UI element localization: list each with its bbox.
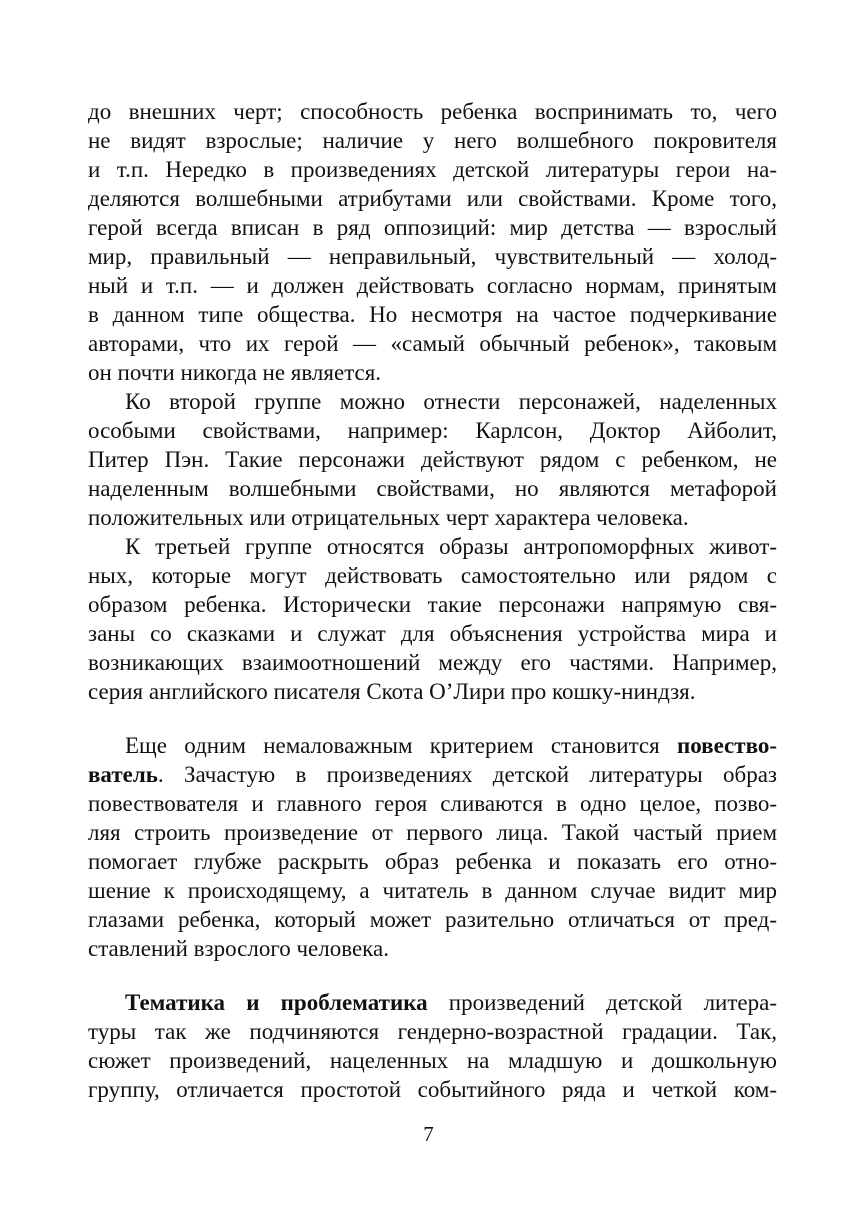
text-line — [88, 1075, 777, 1104]
text-line — [88, 847, 777, 876]
text-segment: . Зачастую в произведениях детской литературы образ — [157, 762, 777, 787]
text-segment: повествователя и главного героя сливаются в одно целое, позво- — [88, 791, 777, 816]
text-line — [88, 416, 777, 445]
text-line — [88, 988, 777, 1017]
text-line — [88, 271, 777, 300]
text-segment: заны со сказками и служат для объяснения устройства мира и — [88, 621, 777, 646]
text-line — [88, 445, 777, 474]
text-line — [88, 97, 777, 126]
text-line — [88, 126, 777, 155]
bold-term: ватель — [88, 762, 158, 787]
bold-term: повество- — [676, 733, 777, 758]
text-segment: и т.п. Нередко в произведениях детской литературы герои на- — [88, 157, 777, 182]
text-segment: произведений детской литера- — [427, 990, 777, 1015]
text-segment: ставлений взрослого человека. — [88, 936, 389, 961]
text-segment: ный и т.п. — и должен действовать согласно нормам, принятым — [88, 273, 777, 298]
text-line — [88, 934, 777, 963]
text-line — [88, 561, 777, 590]
text-segment: Питер Пэн. Такие персонажи действуют рядом с ребенком, не — [88, 447, 777, 472]
text-segment: глазами ребенка, который может разительно отличаться от пред- — [88, 907, 777, 932]
text-segment: туры так же подчиняются гендерно-возрастной градации. Так, — [88, 1019, 777, 1044]
text-segment: образом ребенка. Исторически такие персонажи напрямую свя- — [88, 592, 777, 617]
text-line — [88, 1017, 777, 1046]
text-line — [88, 619, 777, 648]
text-segment: серия английского писателя Скота О’Лири про кошку-ниндзя. — [88, 679, 696, 704]
text-line — [88, 590, 777, 619]
text-line — [88, 1046, 777, 1075]
text-line — [88, 731, 777, 760]
text-segment: Ко второй группе можно отнести персонажей, наделенных — [125, 389, 777, 414]
text-line — [88, 503, 777, 532]
text-line — [88, 905, 777, 934]
text-segment: особыми свойствами, например: Карлсон, Доктор Айболит, — [88, 418, 777, 443]
text-segment: ных, которые могут действовать самостоятельно или рядом с — [88, 563, 777, 588]
text-line — [88, 789, 777, 818]
text-line — [88, 242, 777, 271]
text-segment: группу, отличается простотой событийного ряда и четкой ком- — [88, 1077, 777, 1102]
text-segment: авторами, что их герой — «самый обычный ребенок», таковым — [88, 331, 777, 356]
text-segment: ляя строить произведение от первого лица. Такой частый прием — [88, 820, 777, 845]
text-line — [88, 300, 777, 329]
text-segment: возникающих взаимоотношений между его частями. Например, — [88, 650, 777, 675]
text-segment: положительных или отрицательных черт характера человека. — [88, 505, 689, 530]
text-segment: не видят взрослые; наличие у него волшебного покровителя — [88, 128, 777, 153]
text-line — [88, 532, 777, 561]
text-line — [88, 876, 777, 905]
document-page — [88, 97, 777, 1104]
text-line — [88, 184, 777, 213]
text-segment: он почти никогда не является. — [88, 360, 382, 385]
paragraph — [88, 532, 777, 706]
text-segment: шение к происходящему, а читатель в данном случае видит мир — [88, 878, 777, 903]
text-segment: Еще одним немаловажным критерием становится — [125, 733, 677, 758]
text-line — [88, 329, 777, 358]
text-segment: деляются волшебными атрибутами или свойствами. Кроме того, — [88, 186, 777, 211]
text-line — [88, 760, 777, 789]
paragraph — [88, 387, 777, 532]
text-line — [88, 358, 777, 387]
paragraph-gap — [88, 963, 777, 988]
text-segment: помогает глубже раскрыть образ ребенка и показать его отно- — [88, 849, 777, 874]
page-number: 7 — [423, 1122, 434, 1146]
text-segment: до внешних черт; способность ребенка воспринимать то, чего — [88, 99, 777, 124]
text-segment: сюжет произведений, нацеленных на младшую и дошкольную — [88, 1048, 777, 1073]
text-line — [88, 648, 777, 677]
text-line — [88, 474, 777, 503]
text-line — [88, 155, 777, 184]
paragraph — [88, 97, 777, 387]
bold-term: Тематика и проблематика — [125, 990, 428, 1015]
text-line — [88, 213, 777, 242]
paragraph — [88, 731, 777, 963]
paragraph — [88, 988, 777, 1104]
text-segment: К третьей группе относятся образы антропоморфных живот- — [125, 534, 777, 559]
paragraph-gap — [88, 706, 777, 731]
text-segment: герой всегда вписан в ряд оппозиций: мир детства — взрослый — [88, 215, 777, 240]
text-segment: наделенным волшебными свойствами, но являются метафорой — [88, 476, 777, 501]
text-line — [88, 818, 777, 847]
text-line — [88, 677, 777, 706]
text-segment: мир, правильный — неправильный, чувствительный — холод- — [88, 244, 777, 269]
text-line — [88, 387, 777, 416]
text-segment: в данном типе общества. Но несмотря на частое подчеркивание — [88, 302, 777, 327]
